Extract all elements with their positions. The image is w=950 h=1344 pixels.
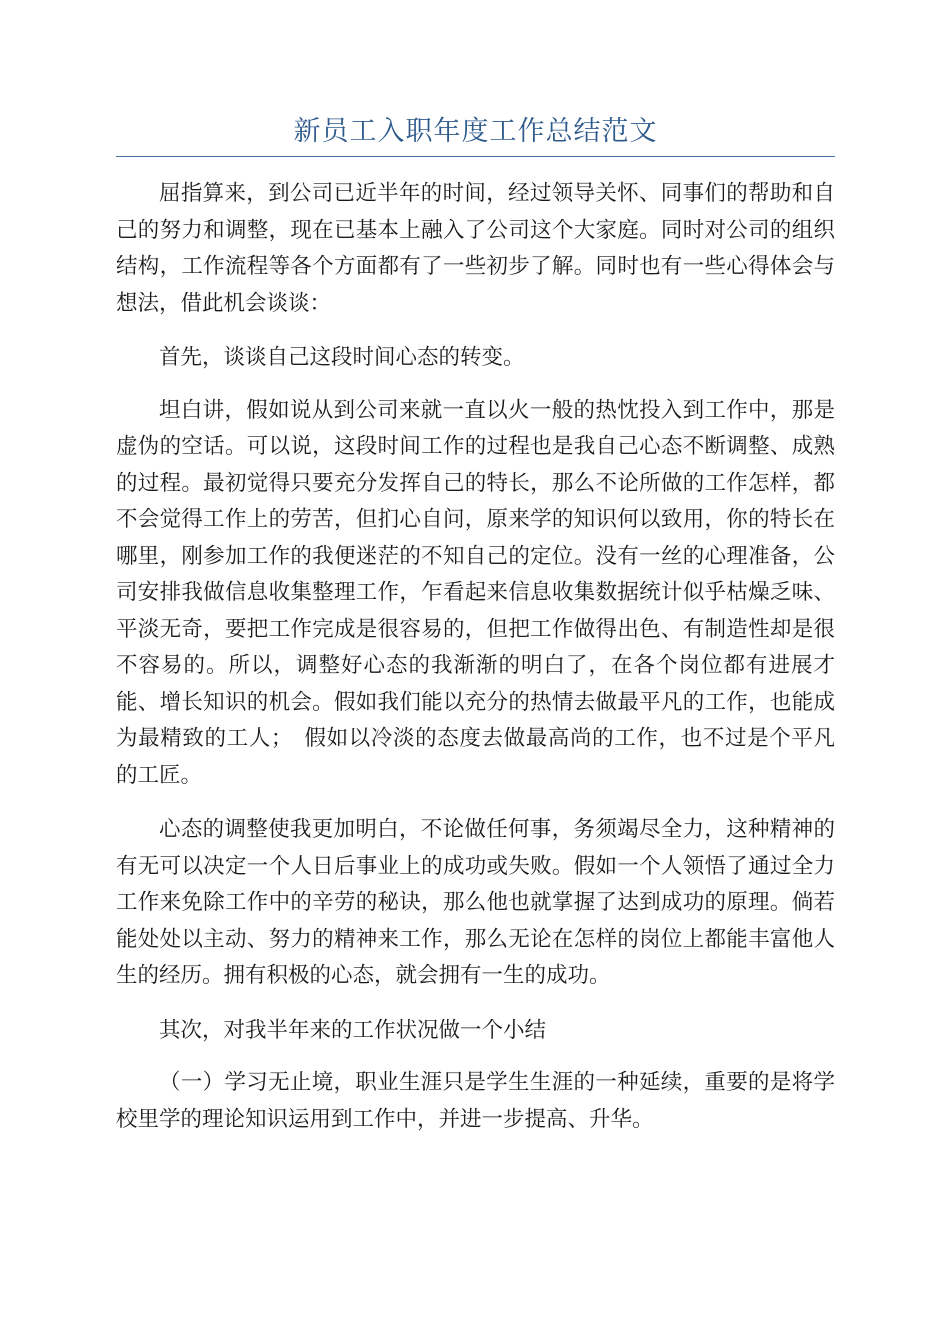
page-title: 新员工入职年度工作总结范文 [293, 116, 658, 147]
paragraph-effort: 心态的调整使我更加明白，不论做任何事，务须竭尽全力，这种精神的有无可以决定一个人日后事业上的成功或失败。假如一个人领悟了通过全力工作来免除工作中的辛劳的秘诀，那么他也就掌握了达到成功的原理。倘若能处处以主动、努力的精神来工作，那么无论在怎样的岗位上都能丰富他人生的经历。拥有积极的心态，就会拥有一生的成功。 [116, 817, 835, 988]
document-body [116, 176, 835, 1156]
paragraph-item-one: （一）学习无止境，职业生涯只是学生生涯的一种延续，重要的是将学校里学的理论知识运用到工作中，并进一步提高、升华。 [116, 1070, 835, 1132]
title-block [116, 112, 835, 157]
paragraph-intro: 屈指算来，到公司已近半年的时间，经过领导关怀、同事们的帮助和自己的努力和调整，现在已基本上融入了公司这个大家庭。同时对公司的组织结构，工作流程等各个方面都有了一些初步了解。同时也有一些心得体会与想法，借此机会谈谈： [116, 181, 835, 316]
paragraph-heading-second: 其次，对我半年来的工作状况做一个小结 [159, 1017, 547, 1043]
paragraph-heading-first: 首先，谈谈自己这段时间心态的转变。 [159, 345, 525, 370]
paragraph-mindset: 坦白讲，假如说从到公司来就一直以火一般的热忱投入到工作中，那是虚伪的空话。可以说，这段时间工作的过程也是我自己心态不断调整、成熟的过程。最初觉得只要充分发挥自己的特长，那么不论所做的工作怎样，都不会觉得工作上的劳苦，但扪心自问，原来学的知识何以致用，你的特长在哪里，刚参加工作的我便迷茫的不知自己的定位。没有一丝的心理准备，公司安排我做信息收集整理工作，乍看起来信息收集数据统计似乎枯燥乏味、平淡无奇，要把工作完成是很容易的，但把工作做得出色、有制造性却是很不容易的。所以，调整好心态的我渐渐的明白了，在各个岗位都有进展才能、增长知识的机会。假如我们能以充分的热情去做最平凡的工作，也能成为最精致的工人； 假如以冷淡的态度去做最高尚的工作，也不过是个平凡的工匠。 [116, 397, 835, 788]
